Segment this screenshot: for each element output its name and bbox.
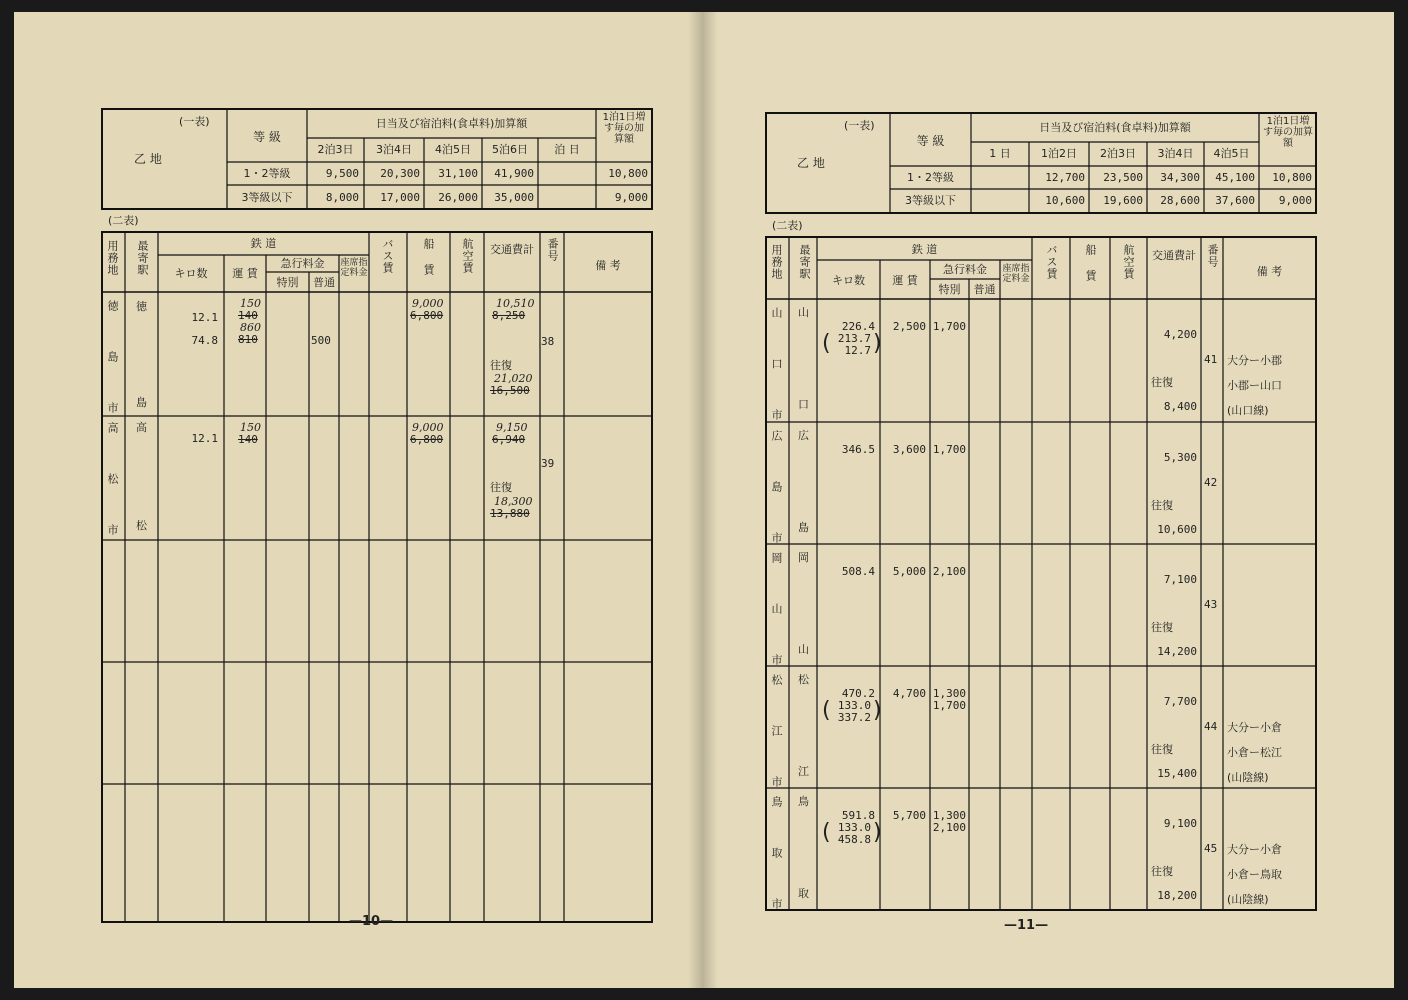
station-bottom: 取 [798, 887, 809, 900]
note-line: 小郡ー山口 [1227, 379, 1282, 392]
km-value: 508.4 [841, 565, 875, 578]
row-number: 44 [1204, 720, 1218, 733]
ship-struck: 6,800 [410, 309, 444, 322]
km-bracket-close: ) [873, 331, 882, 356]
rate-cell: 19,600 [1103, 194, 1143, 207]
rate-cell: 17,000 [380, 191, 420, 204]
grade-label: 1・2等級 [907, 171, 954, 184]
table2-tag: (二表) [772, 219, 803, 232]
station-top: 山 [798, 306, 809, 319]
express-special: 1,700 [932, 320, 966, 333]
col-header: 泊 日 [554, 143, 580, 156]
header-special: 特別 [938, 283, 961, 296]
round-trip-label: 往復 [490, 481, 512, 494]
rate-cell: 10,600 [1045, 194, 1085, 207]
station-bottom: 島 [798, 521, 809, 534]
round-trip-struck: 13,880 [490, 507, 530, 520]
total-handwritten: 10,510 [496, 297, 535, 310]
express-special: 2,100 [932, 565, 966, 578]
header-air: 航空賃 [1122, 244, 1135, 280]
km-bracket-open: ( [822, 820, 831, 845]
grade-header: 等 級 [253, 130, 281, 144]
allowance-header: 日当及び宿泊料(食卓料)加算額 [1039, 121, 1191, 134]
area-label: 乙 地 [134, 152, 162, 166]
header-seat: 座席指定料金 [1002, 264, 1030, 284]
rate-cell: 20,300 [380, 167, 420, 180]
fare-struck: 810 [238, 333, 258, 346]
total-value: 4,200 [1163, 328, 1197, 341]
header-normal: 普通 [973, 283, 996, 296]
header-km: キロ数 [174, 267, 208, 280]
extra-cell: 10,800 [1272, 171, 1312, 184]
note-line: 大分ー小倉 [1227, 843, 1282, 856]
right-page [704, 12, 1394, 988]
page-number: —10— [349, 914, 394, 929]
fare-handwritten: 150 [240, 297, 261, 310]
table1-tag: (一表) [844, 119, 875, 132]
row-number: 42 [1204, 476, 1218, 489]
km-sub: 337.2 [837, 711, 871, 724]
header-rail: 鉄 道 [911, 243, 938, 256]
destination: 松江市 [770, 674, 783, 827]
km-bracket-close: ) [873, 698, 882, 723]
rate-cell: 34,300 [1160, 171, 1200, 184]
round-trip-label: 往復 [1151, 743, 1173, 756]
header-fare: 運 賃 [892, 274, 918, 287]
fare-value: 4,700 [892, 687, 926, 700]
station-top: 高 [136, 421, 147, 434]
row-number: 39 [541, 457, 555, 470]
km-value: 346.5 [841, 443, 875, 456]
fare-value: 5,700 [892, 809, 926, 822]
note-line: (山口線) [1227, 404, 1269, 417]
total-handwritten: 9,150 [496, 421, 528, 434]
station-bottom: 口 [798, 398, 809, 411]
rate-cell: 41,900 [494, 167, 534, 180]
header-destination: 用務地 [770, 244, 783, 280]
extra-cell: 9,000 [614, 191, 648, 204]
header-station: 最寄駅 [136, 240, 149, 276]
grade-label: 3等級以下 [241, 191, 293, 204]
station-top: 松 [798, 673, 809, 686]
station-top: 徳 [136, 300, 147, 313]
km-sub: 133.0 [837, 699, 871, 712]
grade-header: 等 級 [916, 134, 945, 148]
extra-night-header: 1泊1日増す毎の加算額 [602, 112, 646, 145]
km-sub: 458.8 [837, 833, 871, 846]
km-value: 74.8 [191, 334, 218, 347]
note-line: 大分ー小倉 [1227, 721, 1282, 734]
header-destination: 用務地 [106, 240, 119, 276]
km-value: 12.1 [191, 432, 218, 445]
round-trip-handwritten: 18,300 [494, 495, 533, 508]
header-station: 最寄駅 [798, 244, 811, 280]
round-trip-value: 18,200 [1157, 889, 1197, 902]
destination: 鳥取市 [770, 796, 783, 949]
round-trip-struck: 16,500 [490, 384, 530, 397]
extra-cell: 10,800 [608, 167, 648, 180]
total-struck: 8,250 [492, 309, 526, 322]
station-bottom: 山 [798, 643, 809, 656]
station-bottom: 松 [136, 519, 147, 532]
ship-handwritten: 9,000 [412, 297, 444, 310]
header-total: 交通費計 [1152, 249, 1196, 262]
rate-cell: 8,000 [325, 191, 359, 204]
book-gutter [688, 12, 718, 988]
fare-handwritten: 860 [240, 321, 261, 334]
grade-label: 1・2等級 [243, 167, 291, 180]
header-normal: 普通 [313, 276, 335, 289]
row-number: 45 [1204, 842, 1218, 855]
header-ship: 船 賃 [1084, 244, 1097, 282]
header-express: 急行料金 [943, 263, 987, 276]
rate-cell: 9,500 [325, 167, 359, 180]
km-value: 12.1 [191, 311, 218, 324]
header-number: 番号 [546, 238, 559, 262]
km-value: 470.2 [841, 687, 875, 700]
round-trip-handwritten: 21,020 [494, 372, 533, 385]
fare-handwritten: 150 [240, 421, 261, 434]
km-value: 591.8 [841, 809, 875, 822]
destination: 徳島市 [106, 300, 119, 453]
express-special: 1,700 [932, 699, 966, 712]
header-fare: 運 賃 [232, 267, 258, 280]
note-line: (山陰線) [1227, 893, 1269, 906]
col-header: 2泊3日 [317, 143, 354, 156]
col-header: 3泊4日 [1157, 147, 1194, 160]
header-seat: 座席指定料金 [340, 258, 368, 278]
destination: 高松市 [106, 422, 119, 575]
allowance-header: 日当及び宿泊料(食卓料)加算額 [375, 117, 528, 130]
rate-cell: 23,500 [1103, 171, 1143, 184]
area-label: 乙 地 [797, 156, 825, 170]
header-total: 交通費計 [490, 243, 534, 256]
km-sub: 12.7 [844, 344, 871, 357]
km-bracket-open: ( [822, 331, 831, 356]
round-trip-value: 10,600 [1157, 523, 1197, 536]
fare-struck: 140 [238, 309, 258, 322]
fare-value: 5,000 [892, 565, 926, 578]
station-bottom: 島 [136, 396, 147, 409]
km-sub: 133.0 [837, 821, 871, 834]
header-notes: 備 考 [1256, 265, 1283, 278]
round-trip-label: 往復 [490, 359, 512, 372]
express-normal: 500 [311, 334, 331, 347]
total-value: 9,100 [1163, 817, 1197, 830]
round-trip-label: 往復 [1151, 621, 1173, 634]
rate-cell: 45,100 [1215, 171, 1255, 184]
destination: 広島市 [770, 430, 783, 583]
table2-tag: (二表) [108, 214, 139, 227]
destination: 山口市 [770, 307, 783, 460]
note-line: (山陰線) [1227, 771, 1269, 784]
rate-cell: 26,000 [438, 191, 478, 204]
ship-struck: 6,800 [410, 433, 444, 446]
note-line: 大分ー小郡 [1227, 354, 1282, 367]
round-trip-label: 往復 [1151, 865, 1173, 878]
row-number: 41 [1204, 353, 1218, 366]
header-bus: バス賃 [1045, 244, 1058, 280]
fare-value: 2,500 [892, 320, 926, 333]
col-header: 1泊2日 [1041, 147, 1077, 160]
total-value: 7,700 [1163, 695, 1197, 708]
rate-cell: 31,100 [438, 167, 478, 180]
ship-handwritten: 9,000 [412, 421, 444, 434]
destination: 岡山市 [770, 552, 783, 705]
row-number: 43 [1204, 598, 1218, 611]
station-top: 鳥 [798, 795, 809, 808]
col-header: 5泊6日 [492, 143, 528, 156]
header-rail: 鉄 道 [250, 237, 277, 250]
fare-struck: 140 [238, 433, 258, 446]
round-trip-label: 往復 [1151, 499, 1173, 512]
station-bottom: 江 [798, 765, 809, 778]
header-number: 番号 [1206, 244, 1219, 268]
km-value: 226.4 [841, 320, 875, 333]
header-km: キロ数 [832, 274, 865, 287]
km-sub: 213.7 [837, 332, 871, 345]
total-value: 5,300 [1163, 451, 1197, 464]
left-page [14, 12, 704, 988]
note-line: 小倉ー鳥取 [1227, 868, 1282, 881]
total-value: 7,100 [1163, 573, 1197, 586]
station-top: 広 [798, 429, 809, 442]
fare-value: 3,600 [892, 443, 926, 456]
rate-cell: 37,600 [1215, 194, 1255, 207]
total-struck: 6,940 [492, 433, 526, 446]
page-number: —11— [1004, 918, 1049, 933]
table1-tag: (一表) [179, 115, 210, 128]
rate-cell: 28,600 [1160, 194, 1200, 207]
express-special: 1,700 [932, 443, 966, 456]
round-trip-label: 往復 [1151, 376, 1173, 389]
header-special: 特別 [276, 276, 299, 289]
col-header: 4泊5日 [1213, 147, 1250, 160]
round-trip-value: 8,400 [1163, 400, 1197, 413]
express-special: 1,300 [932, 809, 966, 822]
col-header: 2泊3日 [1100, 147, 1136, 160]
header-bus: バス賃 [381, 238, 394, 274]
note-line: 小倉ー松江 [1227, 746, 1282, 759]
extra-night-header: 1泊1日増す毎の加算額 [1263, 116, 1313, 149]
col-header: 1 日 [989, 147, 1011, 160]
header-notes: 備 考 [595, 259, 621, 272]
header-ship: 船 賃 [422, 238, 435, 276]
km-bracket-open: ( [822, 698, 831, 723]
col-header: 4泊5日 [435, 143, 471, 156]
header-express: 急行料金 [280, 257, 325, 270]
express-special: 2,100 [932, 821, 966, 834]
express-special: 1,300 [932, 687, 966, 700]
col-header: 3泊4日 [376, 143, 412, 156]
round-trip-value: 14,200 [1157, 645, 1197, 658]
rate-cell: 35,000 [494, 191, 534, 204]
station-top: 岡 [798, 551, 809, 564]
km-bracket-close: ) [873, 820, 882, 845]
extra-cell: 9,000 [1278, 194, 1312, 207]
header-air: 航空賃 [461, 238, 474, 274]
row-number: 38 [541, 335, 555, 348]
round-trip-value: 15,400 [1157, 767, 1197, 780]
grade-label: 3等級以下 [905, 194, 956, 207]
rate-cell: 12,700 [1045, 171, 1085, 184]
